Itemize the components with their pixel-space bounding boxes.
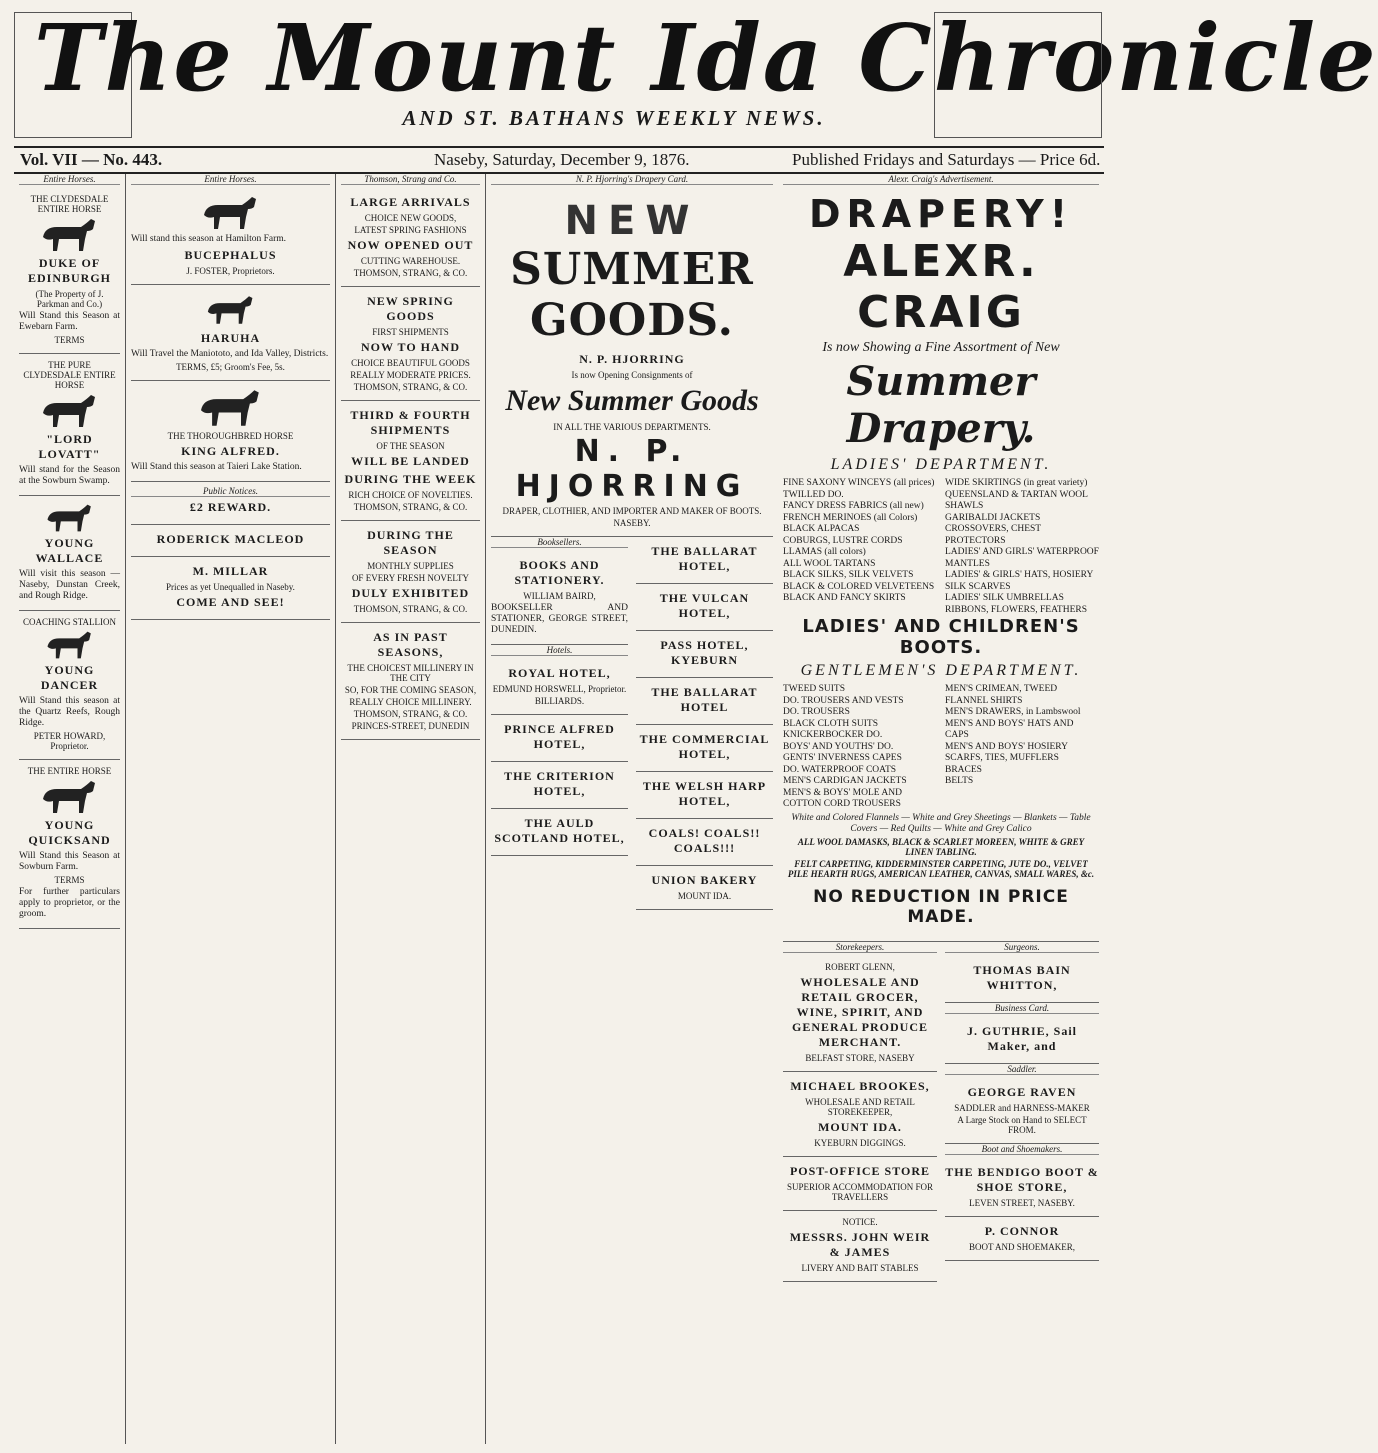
horse-name: YOUNG DANCER (40, 663, 99, 692)
list-item: MEN'S CRIMEAN, TWEED (945, 684, 1058, 694)
list-item: LADIES' & GIRLS' HATS, HOSIERY (945, 570, 1094, 580)
horse-name: YOUNG WALLACE (35, 536, 104, 565)
horse-name: YOUNG QUICKSAND (28, 818, 111, 847)
horse-illustration (201, 292, 261, 328)
ad-past-seasons: AS IN PAST SEASONS, THE CHOICEST MILLINERY IN THE CITY SO, FOR THE COMING SEASON, REALLY CHOICE MILLINERY. THOMSON, STRANG, & CO. PRINCES-STREET, DUNEDIN (341, 623, 480, 740)
issue-date: Naseby, Saturday, December 9, 1876. (434, 150, 690, 169)
column-3 (336, 174, 486, 1444)
list-item: TWEED SUITS (783, 684, 846, 694)
ad-welsh-harp-hotel: THE WELSH HARP HOTEL, (636, 772, 773, 819)
list-item: ALL WOOL TARTANS (783, 558, 876, 569)
list-item: SCARFS, TIES, MUFFLERS (945, 753, 1059, 763)
ad-duke-of-edinburgh: THE CLYDESDALE ENTIRE HORSE DUKE OF EDINBURGH (The Property of J. Parkman and Co.) Will Stand this Season at Ewebarn Farm. TERMS (19, 188, 120, 354)
publication-info: Published Fridays and Saturdays — Price 6d. (792, 150, 1101, 169)
section-heading: Entire Horses. (19, 174, 120, 185)
newspaper-subtitle: AND ST. BATHANS WEEKLY NEWS. (402, 106, 826, 130)
list-item: DO. TROUSERS AND VESTS (783, 695, 904, 706)
list-item: BLACK SILKS, SILK VELVETS (783, 570, 914, 580)
column-2 (126, 174, 336, 1444)
ladies-items (783, 478, 1099, 616)
list-item: BLACK AND FANCY SKIRTS (783, 593, 906, 603)
section-heading: N. P. Hjorring's Drapery Card. (491, 174, 773, 185)
list-item: QUEENSLAND & TARTAN WOOL SHAWLS (945, 489, 1088, 511)
horse-illustration (191, 388, 271, 428)
gents-items-right (945, 684, 1099, 811)
ad-lord-lovatt: THE PURE CLYDESDALE ENTIRE HORSE "LORD LOVATT" Will stand for the Season at the Sowburn Swamp. (19, 354, 120, 496)
ad-public-notices: Public Notices. £2 REWARD. (131, 482, 330, 525)
horse-name: "LORD LOVATT" (38, 432, 101, 461)
ad-connor: P. CONNOR BOOT AND SHOEMAKER, (945, 1217, 1099, 1261)
dateline (14, 146, 1104, 174)
list-item: CROSSOVERS, CHEST PROTECTORS (945, 524, 1041, 546)
column-5 (778, 174, 1104, 1444)
ladies-items-left (783, 478, 937, 616)
list-item: MEN'S AND BOYS' HATS AND CAPS (945, 718, 1074, 740)
section-heading: Alexr. Craig's Advertisement. (783, 174, 1099, 185)
ad-king-alfred: THE THOROUGHBRED HORSE KING ALFRED. Will Stand this season at Taieri Lake Station. (131, 381, 330, 482)
list-item: WIDE SKIRTINGS (in great variety) (945, 478, 1088, 488)
ad-bucephalus: Will stand this season at Hamilton Farm. BUCEPHALUS J. FOSTER, Proprietors. (131, 188, 330, 285)
ad-george-raven: GEORGE RAVEN SADDLER and HARNESS-MAKER A Large Stock on Hand to SELECT FROM. (945, 1078, 1099, 1144)
ad-coals: COALS! COALS!! COALS!!! (636, 819, 773, 866)
list-item: MEN'S AND BOYS' HOSIERY (945, 741, 1068, 752)
ad-during-season: DURING THE SEASON MONTHLY SUPPLIES OF EVERY FRESH NOVELTY DULY EXHIBITED THOMSON, STRANG, & CO. (341, 521, 480, 623)
ad-haruha: HARUHA Will Travel the Maniototo, and Ida Valley, Districts. TERMS, £5; Groom's Fee, 5s. (131, 285, 330, 381)
ad-large-arrivals: LARGE ARRIVALS CHOICE NEW GOODS, LATEST SPRING FASHIONS NOW OPENED OUT CUTTING WAREHOUSE. THOMSON, STRANG, & CO. (341, 188, 480, 287)
list-item: COBURGS, LUSTRE CORDS (783, 535, 903, 546)
list-item: TWILLED DO. (783, 489, 844, 500)
horse-illustration (40, 630, 100, 660)
ad-young-quicksand: THE ENTIRE HORSE YOUNG QUICKSAND Will Stand this Season at Sowburn Farm. TERMS For further particulars apply to proprietor, or the groom. (19, 760, 120, 929)
ad-alexr-craig: DRAPERY! ALEXR. CRAIG Is now Showing a Fine Assortment of New Summer Drapery. LADIES' DEPARTMENT. FINE SAXONY WINCEYS (all prices) TWILLED DO. FANCY DRESS FABRICS (all new) FRENCH MERINOES (all Colors) BLACK ALPACAS COBURGS, LUSTRE CORDS LLAMAS (all colors) ALL WOOL TARTANS BLACK SILKS, SILK VELVETS BLACK & COLORED VELVETEENS BLACK AND FANCY SKIRTS WIDE SKIRTINGS (in great variety) QUEENSLAND & TARTAN WOOL SHAWLS GARIBALDI JACKETS CROSSOVERS, CHEST PROTECTORS LADIES' AND GIRLS' WATERPROOF MANTLES LADIES' & GIRLS' HATS, HOSIERY SILK SCARVES LADIES' SILK UMBRELLAS RIBBONS, FLOWERS, FEATHERS LADIES' AND CHILDREN'S BOOTS. GENTLEMEN'S DEPARTMENT. TWEED SUITS DO. TROUSERS AND VESTS DO. TROUSERS BLACK CLOTH SUITS KNICKERBOCKER DO. BOYS' AND YOUTHS' DO. GENTS' INVERNESS CAPES DO. WATERPROOF COATS MEN'S CARDIGAN JACKETS MEN'S & BOYS' MOLE AND COTTON CORD TROUSERS MEN'S CRIMEAN, TWEED FLANNEL SHIRTS MEN'S DRAWERS, in Lambswool MEN'S AND BOYS' HATS AND CAPS MEN'S AND BOYS' HOSIERY SCARFS, TIES, MUFFLERS BRACES BELTS White and Colored Flannels — White and Grey Sheetings — Blankets — Table Covers — Red Quilts — White and Grey Calico ALL WOOL DAMASKS, BLACK & SCARLET MOREEN, WHITE & GREY LINEN TABLING. FELT CARPETING, KIDDERMINSTER CARPETING, JUTE DO., VELVET PILE HEARTH RUGS, AMERICAN LEATHER, CANVAS, SMALL WARES, &c. NO REDUCTION IN PRICE MADE. (783, 188, 1099, 942)
list-item: RIBBONS, FLOWERS, FEATHERS (945, 604, 1087, 615)
ad-shipments: THIRD & FOURTH SHIPMENTS OF THE SEASON WILL BE LANDED DURING THE WEEK RICH CHOICE OF NOVELTIES. THOMSON, STRANG, & CO. (341, 401, 480, 521)
horse-illustration (35, 393, 105, 429)
horse-name: BUCEPHALUS (184, 248, 277, 262)
ad-roderick-macleod: RODERICK MACLEOD (131, 525, 330, 557)
col4-left: Booksellers. BOOKS AND STATIONERY. WILLIAM BAIRD, BOOKSELLER AND STATIONER, GEORGE STREET, DUNEDIN. Hotels. ROYAL HOTEL, EDMUND HORSWELL, Proprietor. BILLIARDS. PRINCE ALFRED HOTEL, THE CRITERION HOTEL, THE AULD SCOTLAND HOTEL, (491, 537, 628, 910)
list-item: MEN'S & BOYS' MOLE AND COTTON CORD TROUSERS (783, 787, 903, 809)
ad-post-office-store: POST-OFFICE STORE SUPERIOR ACCOMMODATION FOR TRAVELLERS (783, 1157, 937, 1211)
list-item: FANCY DRESS FABRICS (all new) (783, 501, 924, 511)
masthead-right-notice (934, 12, 1102, 138)
ad-hjorring: NEW SUMMER GOODS. N. P. HJORRING Is now Opening Consignments of New Summer Goods IN ALL THE VARIOUS DEPARTMENTS. N. P. HJORRING DRAPER, CLOTHIER, AND IMPORTER AND MAKER OF BOOTS. NASEBY. (491, 188, 773, 537)
list-item: MEN'S DRAWERS, in Lambswool (945, 707, 1081, 717)
list-item: FLANNEL SHIRTS (945, 695, 1023, 706)
ad-new-spring-goods: NEW SPRING GOODS FIRST SHIPMENTS NOW TO HAND CHOICE BEAUTIFUL GOODS REALLY MODERATE PRICES. THOMSON, STRANG, & CO. (341, 287, 480, 401)
ad-bendigo-boot-shoe: THE BENDIGO BOOT & SHOE STORE, LEVEN STREET, NASEBY. (945, 1158, 1099, 1217)
ad-millar: M. MILLAR Prices as yet Unequalled in Naseby. COME AND SEE! (131, 557, 330, 620)
col4-right (636, 537, 773, 910)
columns (14, 174, 1104, 1444)
column-4 (486, 174, 778, 1444)
list-item: KNICKERBOCKER DO. (783, 730, 883, 740)
newspaper-title: The Mount Ida Chronicle (34, 4, 1378, 112)
list-item: FINE SAXONY WINCEYS (all prices) (783, 478, 935, 488)
volume-number: Vol. VII — No. 443. (20, 150, 163, 169)
ad-union-bakery: UNION BAKERY MOUNT IDA. (636, 866, 773, 910)
list-item: GARIBALDI JACKETS (945, 512, 1041, 523)
ad-royal-hotel: ROYAL HOTEL, EDMUND HORSWELL, Proprietor. BILLIARDS. (491, 659, 628, 715)
ad-robert-glenn: ROBERT GLENN, WHOLESALE AND RETAIL GROCER, WINE, SPIRIT, AND GENERAL PRODUCE MERCHANT. BELFAST STORE, NASEBY (783, 956, 937, 1072)
horse-name: DUKE OF EDINBURGH (27, 256, 111, 285)
horse-illustration (35, 217, 105, 253)
column-1 (14, 174, 126, 1444)
list-item: GENTS' INVERNESS CAPES (783, 753, 902, 763)
ad-prince-alfred-hotel: PRINCE ALFRED HOTEL, (491, 715, 628, 762)
list-item: MEN'S CARDIGAN JACKETS (783, 776, 907, 786)
list-item: FRENCH MERINOES (all Colors) (783, 512, 918, 523)
ad-criterion-hotel: THE CRITERION HOTEL, (491, 762, 628, 809)
list-item: SILK SCARVES (945, 581, 1011, 592)
masthead (14, 4, 1378, 146)
ladies-items-right (945, 478, 1099, 616)
ad-young-wallace: YOUNG WALLACE Will visit this season — Naseby, Dunstan Creek, and Rough Ridge. (19, 496, 120, 611)
ad-baird: BOOKS AND STATIONERY. WILLIAM BAIRD, BOOKSELLER AND STATIONER, GEORGE STREET, DUNEDIN. (491, 551, 628, 645)
list-item: BLACK CLOTH SUITS (783, 718, 879, 729)
list-item: BLACK ALPACAS (783, 524, 860, 534)
list-item: LLAMAS (all colors) (783, 547, 866, 557)
horse-illustration (196, 195, 266, 231)
list-item: LADIES' SILK UMBRELLAS (945, 593, 1064, 603)
section-heading: Entire Horses. (131, 174, 330, 185)
gents-items-left (783, 684, 937, 811)
horse-name: HARUHA (200, 331, 261, 345)
ad-auld-scotland-hotel: THE AULD SCOTLAND HOTEL, (491, 809, 628, 856)
list-item: BRACES (945, 764, 982, 775)
section-heading: Thomson, Strang and Co. (341, 174, 480, 185)
horse-illustration (35, 779, 105, 815)
ad-ballarat-hotel-2: THE BALLARAT HOTEL (636, 678, 773, 725)
ad-young-dancer: COACHING STALLION YOUNG DANCER Will Stand this season at the Quartz Reefs, Rough Ridge. PETER HOWARD, Proprietor. (19, 611, 120, 760)
ad-pass-hotel: PASS HOTEL, KYEBURN (636, 631, 773, 678)
newspaper-page (14, 4, 1378, 1446)
list-item: BLACK & COLORED VELVETEENS (783, 581, 935, 592)
gents-items (783, 684, 1099, 811)
horse-illustration (40, 503, 100, 533)
ad-vulcan-hotel: THE VULCAN HOTEL, (636, 584, 773, 631)
ad-ballarat-hotel: THE BALLARAT HOTEL, (636, 537, 773, 584)
col5-right: Surgeons. THOMAS BAIN WHITTON, Business Card. J. GUTHRIE, Sail Maker, and Saddler. GEORGE RAVEN SADDLER and HARNESS-MAKER A Large Stock on Hand to SELECT FROM. Boot and Shoemakers. THE BENDIGO BOOT & SHOE STORE, LEVEN STREET, NASEBY. P. CONNOR BOOT AND SHOEMAKER, (945, 942, 1099, 1282)
col4-split (491, 537, 773, 910)
list-item: DO. WATERPROOF COATS (783, 764, 897, 775)
ad-whitton: THOMAS BAIN WHITTON, (945, 956, 1099, 1003)
ad-michael-brookes: MICHAEL BROOKES, WHOLESALE AND RETAIL STOREKEEPER, MOUNT IDA. KYEBURN DIGGINGS. (783, 1072, 937, 1157)
horse-name: KING ALFRED. (181, 444, 280, 458)
col5-split (783, 942, 1099, 1282)
list-item: BOYS' AND YOUTHS' DO. (783, 741, 894, 752)
list-item: BELTS (945, 776, 974, 786)
list-item: DO. TROUSERS (783, 707, 850, 717)
ad-guthrie: J. GUTHRIE, Sail Maker, and (945, 1017, 1099, 1064)
col5-left: Storekeepers. ROBERT GLENN, WHOLESALE AND RETAIL GROCER, WINE, SPIRIT, AND GENERAL PRODUCE MERCHANT. BELFAST STORE, NASEBY MICHAEL BROOKES, WHOLESALE AND RETAIL STOREKEEPER, MOUNT IDA. KYEBURN DIGGINGS. POST-OFFICE STORE SUPERIOR ACCOMMODATION FOR TRAVELLERS NOTICE. MESSRS. JOHN WEIR & JAMES LIVERY AND BAIT STABLES (783, 942, 937, 1282)
list-item: LADIES' AND GIRLS' WATERPROOF MANTLES (945, 547, 1099, 569)
ad-notice: NOTICE. MESSRS. JOHN WEIR & JAMES LIVERY AND BAIT STABLES (783, 1211, 937, 1282)
ad-commercial-hotel: THE COMMERCIAL HOTEL, (636, 725, 773, 772)
